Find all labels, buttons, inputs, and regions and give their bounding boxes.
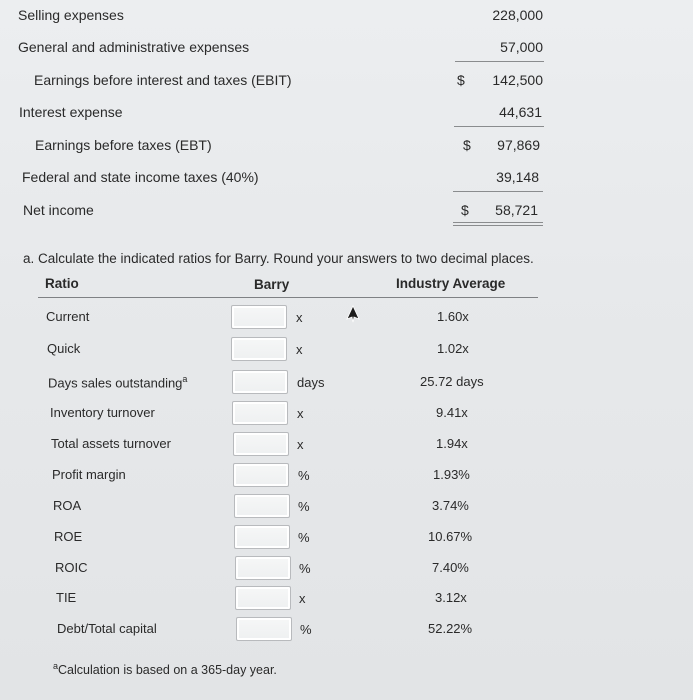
ratio-label: Profit margin	[52, 467, 126, 482]
industry-average-value: 3.74%	[432, 498, 469, 513]
is-value-ebit: 142,500	[492, 72, 543, 88]
is-value-ebt: 97,869	[497, 137, 540, 153]
is-value-taxes: 39,148	[496, 169, 539, 185]
ratio-label: TIE	[56, 590, 77, 605]
header-rule	[38, 297, 538, 298]
barry-roic-input[interactable]	[235, 556, 291, 580]
is-currency-ebit: $	[457, 72, 465, 88]
ratio-label: Inventory turnover	[50, 405, 155, 420]
ratio-label: Total assets turnover	[51, 436, 171, 451]
ratio-unit: %	[298, 530, 310, 545]
ratio-unit: days	[297, 375, 325, 390]
is-label-ebt: Earnings before taxes (EBT)	[35, 137, 212, 153]
is-label-selling-expenses: Selling expenses	[18, 7, 124, 23]
is-value-interest-expense: 44,631	[499, 104, 542, 120]
ratio-label: ROIC	[55, 560, 88, 575]
is-value-net-income: 58,721	[495, 202, 538, 218]
ratio-unit: %	[300, 622, 312, 637]
barry-debt-total-capital-input[interactable]	[236, 617, 292, 641]
industry-average-value: 1.02x	[437, 341, 469, 356]
industry-average-value: 1.94x	[436, 436, 468, 451]
is-rule	[453, 222, 543, 223]
ratio-label: ROE	[54, 529, 83, 544]
ratio-unit: %	[298, 499, 310, 514]
is-currency-ebt: $	[463, 137, 471, 153]
barry-profit-margin-input[interactable]	[233, 463, 289, 487]
ratio-unit: x	[296, 310, 303, 325]
industry-average-value: 10.67%	[428, 529, 473, 544]
mouse-cursor-icon	[346, 305, 360, 323]
barry-inventory-turnover-input[interactable]	[232, 401, 288, 425]
is-label-net-income: Net income	[23, 202, 94, 218]
ratio-unit: %	[298, 468, 310, 483]
is-value-selling-expenses: 228,000	[492, 7, 543, 23]
barry-total-assets-turnover-input[interactable]	[233, 432, 289, 456]
is-rule	[453, 225, 543, 226]
is-rule	[453, 191, 543, 192]
industry-average-value: 1.93%	[433, 467, 470, 482]
col-header-ratio: Ratio	[45, 276, 79, 291]
is-rule	[455, 61, 544, 62]
col-header-barry: Barry	[254, 277, 290, 292]
is-label-ebit: Earnings before interest and taxes (EBIT)	[34, 72, 292, 88]
industry-average-value: 9.41x	[436, 405, 468, 420]
is-label-interest-expense: Interest expense	[19, 104, 123, 120]
barry-current-input[interactable]	[231, 305, 287, 329]
industry-average-value: 7.40%	[432, 560, 469, 575]
ratio-label: Quick	[47, 341, 81, 356]
industry-average-value: 52.22%	[428, 621, 473, 636]
ratio-label: Current	[46, 309, 90, 324]
is-currency-net-income: $	[461, 202, 469, 218]
is-label-taxes: Federal and state income taxes (40%)	[22, 169, 259, 185]
ratio-label: Debt/Total capital	[57, 621, 157, 636]
is-value-ga-expenses: 57,000	[500, 39, 543, 55]
ratio-unit: x	[296, 342, 303, 357]
is-rule	[454, 126, 544, 127]
footnote: $^a$Calculation is based on a 365-day year.	[53, 661, 277, 678]
barry-tie-input[interactable]	[235, 586, 291, 610]
barry-quick-input[interactable]	[231, 337, 287, 361]
is-label-ga-expenses: General and administrative expenses	[18, 39, 250, 55]
col-header-industry-average: Industry Average	[396, 276, 506, 291]
industry-average-value: 3.12x	[435, 590, 467, 605]
barry-roa-input[interactable]	[234, 494, 290, 518]
barry-dso-input[interactable]	[232, 370, 288, 394]
ratio-label: ROA	[53, 498, 82, 513]
question-text: a. Calculate the indicated ratios for Barry. Round your answers to two decimal places.	[23, 251, 534, 266]
ratio-unit: x	[297, 437, 304, 452]
ratio-unit: %	[299, 561, 311, 576]
barry-roe-input[interactable]	[234, 525, 290, 549]
industry-average-value: 25.72 days	[420, 374, 484, 389]
ratio-unit: x	[297, 406, 304, 421]
ratio-label: Days sales outstanding$^a$	[48, 374, 188, 391]
ratio-unit: x	[299, 591, 306, 606]
industry-average-value: 1.60x	[437, 309, 469, 324]
